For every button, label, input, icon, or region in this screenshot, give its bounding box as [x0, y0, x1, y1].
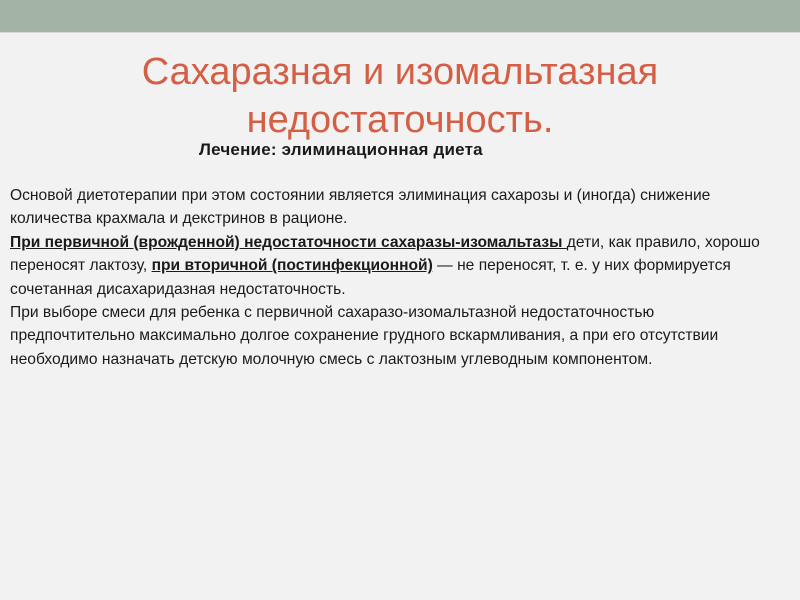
slide-title-line-2: недостаточность.	[246, 99, 554, 141]
emphasis-primary-deficiency: При первичной (врожденной) недостаточности сахаразы-изомальтазы	[10, 233, 567, 251]
paragraph-diet-basis: Основой диетотерапии при этом состоянии является элиминация сахарозы и (иногда) снижение количества крахмала и декстринов в рационе.	[10, 187, 711, 228]
paragraph-lactose-tolerance	[10, 231, 780, 301]
paragraph-formula-choice: При выборе смеси для ребенка с первичной сахаразо-изомальтазной недостаточностью предпочтительно максимально долгое сохранение грудного вскармливания, а при его отсутствии необходимо назначать детскую молочную смесь с лактозным углеводным компонентом.	[10, 304, 719, 368]
slide-subtitle: Лечение: элиминационная диета	[199, 140, 483, 159]
text-combined-deficiency: — не переносят, т. е. у них формируется сочетанная дисахаридазная недостаточность.	[10, 257, 731, 298]
slide-body	[10, 184, 780, 371]
text-lactose-tolerated: дети, как правило, хорошо переносят лактозу,	[10, 233, 760, 275]
slide-title	[80, 48, 720, 144]
slide-divider	[0, 32, 800, 33]
slide-top-bar	[0, 0, 800, 32]
emphasis-secondary-deficiency: при вторичной (постинфекционной)	[151, 257, 433, 275]
slide-title-line-1: Сахаразная и изомальтазная	[141, 51, 659, 93]
